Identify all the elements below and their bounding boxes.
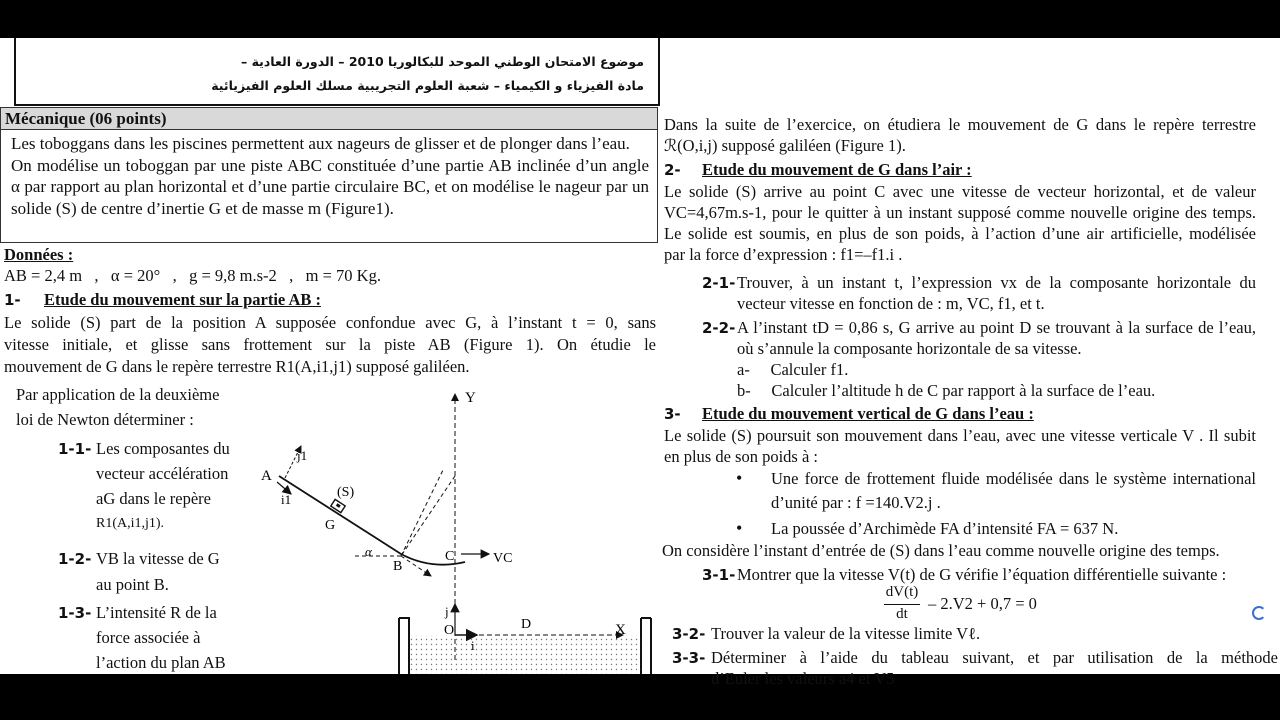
tangent-line-b	[401, 556, 431, 576]
q22-part-a: a- Calculer f1.	[737, 360, 849, 379]
pool-water	[409, 635, 641, 674]
q13-line-3: l’action du plan AB	[96, 653, 226, 672]
equation-numerator: dV(t)	[885, 584, 919, 600]
q22-line-2: où s’annule la composante horizontale de sa vitesse.	[737, 339, 1082, 358]
q33-number: 3-3-	[672, 649, 706, 667]
q21-number: 2-1-	[702, 274, 736, 292]
label-s: (S)	[337, 485, 355, 500]
label-vc: VC	[493, 551, 513, 566]
q11-line-2: vecteur accélération	[96, 464, 229, 483]
label-g: G	[325, 518, 336, 533]
label-o: O	[444, 623, 455, 638]
q2-number: 2-	[664, 161, 681, 179]
label-c: C	[445, 549, 455, 564]
q22-line-1: A l’instant tD = 0,86 s, G arrive au point D se trouvant à la surface de l’eau,	[737, 318, 1256, 337]
label-d: D	[521, 617, 532, 632]
newton-line-2: loi de Newton déterminer :	[16, 410, 194, 429]
radius-line-b	[401, 470, 443, 556]
intro-paragraph-2: On modélise un toboggan par une piste ABC constituée d’une partie AB inclinée d’un angle α par rapport au plan horizontal et d’une partie circulaire BC, et on modélise le nageur par un solide (S) de centre d’inertie G et de masse m (Figure1).	[11, 155, 649, 218]
q3-bullet-1-line-1: Une force de frottement fluide modélisée dans le système international	[771, 469, 1256, 488]
intro-paragraph-1: Les toboggans dans les piscines permettent aux nageurs de glisser et de plonger dans l’eau.	[11, 134, 630, 153]
q21-line-2: vecteur vitesse en fonction de : m, VC, f1, et t.	[737, 294, 1045, 313]
q3-bullet-2: La poussée d’Archimède FA d’intensité FA = 637 N.	[771, 519, 1119, 538]
q3-origin-text: On considère l’instant d’entrée de (S) dans l’eau comme nouvelle origine des temps.	[662, 541, 1220, 560]
right-intro-line-2: ℛ(O,i,j) supposé galiléen (Figure 1).	[664, 136, 906, 155]
q31-number: 3-1-	[702, 566, 736, 584]
q2-title: Etude du mouvement de G dans l’air :	[702, 160, 972, 179]
label-y: Y	[465, 390, 476, 406]
label-j: j	[445, 604, 449, 619]
label-a: A	[261, 468, 272, 484]
q11-line-3: aG dans le repère	[96, 489, 211, 508]
track-abc	[279, 476, 465, 565]
label-j1: j1	[297, 448, 308, 463]
exam-header	[14, 38, 660, 106]
q2-line-2: VC=4,67m.s-1, pour le quitter à un instant supposé comme nouvelle origine des temps.	[664, 203, 1256, 222]
q1-text-line-3: mouvement de G dans le repère terrestre R1(A,i1,j1) supposé galiléen.	[4, 357, 470, 376]
q22-number: 2-2-	[702, 319, 736, 337]
q3-line-2: en plus de son poids à :	[664, 447, 818, 466]
exam-page	[0, 38, 1280, 688]
refresh-icon[interactable]	[1252, 606, 1266, 620]
q11-number: 1-1-	[58, 440, 92, 458]
q21-line-1: Trouver, à un instant t, l’expression vx de la composante horizontale du	[737, 273, 1256, 292]
q12-line-1: VB la vitesse de G	[96, 549, 220, 568]
q1-title: Etude du mouvement sur la partie AB :	[44, 290, 322, 309]
q13-line-2: force associée à	[96, 628, 201, 647]
header-line-2: مادة الفيزياء و الكيمياء – شعبة العلوم التجريبية مسلك العلوم الفيزيائية	[211, 78, 644, 93]
q33-text: Déterminer à l’aide du tableau suivant, et par utilisation de la méthode	[711, 648, 1278, 667]
q3-line-1: Le solide (S) poursuit son mouvement dans l’eau, avec une vitesse verticale V . Il subit	[664, 426, 1256, 445]
q2-line-3: Le solide est soumis, en plus de son poids, à l’action d’une air artificielle, modélisée	[664, 224, 1256, 243]
q32-text: Trouver la valeur de la vitesse limite Vℓ.	[711, 624, 981, 643]
section-title-box	[0, 107, 658, 130]
donnees-values: AB = 2,4 m , α = 20° , g = 9,8 m.s-2 , m = 70 Kg.	[4, 266, 381, 285]
bullet-2: •	[736, 518, 743, 538]
label-i1: i1	[281, 492, 292, 507]
donnees-label: Données :	[4, 245, 74, 264]
q13-number: 1-3-	[58, 604, 92, 622]
q3-title: Etude du mouvement vertical de G dans l’eau :	[702, 404, 1034, 423]
q13-line-1: L’intensité R de la	[96, 603, 217, 622]
q1-text-line-1: Le solide (S) part de la position A supposée confondue avec G, à l’instant t = 0, sans	[4, 313, 656, 332]
q2-line-4: par la force d’expression : f1=–f1.i .	[664, 245, 903, 264]
q2-line-1: Le solide (S) arrive au point C avec une vitesse de vecteur horizontal, et de valeur	[664, 182, 1256, 201]
equation-denominator: dt	[896, 606, 908, 622]
q1-number: 1-	[4, 291, 21, 309]
q3-number: 3-	[664, 405, 681, 423]
label-b: B	[393, 559, 403, 574]
q12-number: 1-2-	[58, 550, 92, 568]
q31-text: Montrer que la vitesse V(t) de G vérifie l’équation différentielle suivante :	[737, 565, 1227, 584]
q1-text-line-2: vitesse initiale, et glisse sans frottement sur la piste AB (Figure 1). On étudie le	[4, 335, 656, 354]
newton-line-1: Par application de la deuxième	[16, 385, 220, 404]
q11-line-4: R1(A,i1,j1).	[96, 516, 165, 531]
q12-line-2: au point B.	[96, 575, 169, 594]
fraction-bar	[884, 604, 920, 605]
radius-line-c	[401, 476, 455, 556]
figure-1-diagram	[255, 378, 660, 674]
right-intro-line-1: Dans la suite de l’exercice, on étudiera le mouvement de G dans le repère terrestre	[664, 115, 1256, 134]
q33-text-cut: d’Euler les valeurs a4 et V5	[711, 669, 895, 688]
q32-number: 3-2-	[672, 625, 706, 643]
q3-bullet-1-line-2: d’unité par : f =140.V2.j .	[771, 493, 941, 512]
equation-rest: – 2.V2 + 0,7 = 0	[928, 594, 1037, 613]
header-line-1: موضوع الامتحان الوطني الموحد للبكالوريا 2010 – الدورة العادية –	[240, 54, 644, 69]
section-title: Mécanique (06 points)	[5, 109, 167, 128]
label-alpha: α	[365, 544, 372, 559]
label-i: i	[471, 638, 475, 653]
q11-line-1: Les composantes du	[96, 439, 230, 458]
intro-box	[0, 129, 658, 243]
bullet-1: •	[736, 468, 743, 488]
label-x: X	[615, 622, 626, 638]
q22-part-b: b- Calculer l’altitude h de C par rapport à la surface de l’eau.	[737, 381, 1156, 400]
